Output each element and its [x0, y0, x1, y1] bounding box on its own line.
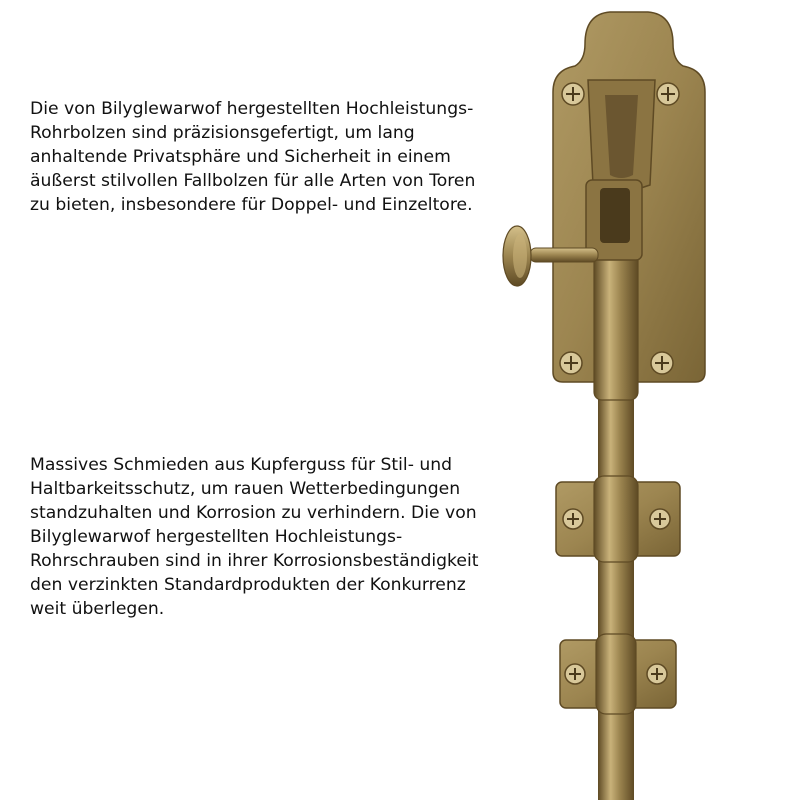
paragraph-line: Die von Bilyglewarwof hergestellten Hochleistungs- — [30, 99, 474, 119]
paragraph-line: äußerst stilvollen Fallbolzen für alle Arten von Toren — [30, 171, 476, 191]
paragraph-line: Haltbarkeitsschutz, um rauen Wetterbedingungen — [30, 479, 461, 499]
guide-bracket — [560, 634, 676, 714]
paragraph-line: standzuhalten und Korrosion zu verhindern. Die von — [30, 503, 477, 523]
intro-paragraph — [30, 97, 540, 217]
paragraph-line: Massives Schmieden aus Kupferguss für Stil- und — [30, 455, 453, 475]
gate-drop-bolt-icon — [480, 0, 800, 800]
paragraph-line: weit überlegen. — [30, 599, 165, 619]
paragraph-line: anhaltende Privatsphäre und Sicherheit in einem — [30, 147, 451, 167]
guide-bracket — [556, 476, 680, 562]
paragraph-line: zu bieten, insbesondere für Doppel- und Einzeltore. — [30, 195, 473, 215]
handle-stem — [530, 248, 598, 262]
material-paragraph — [30, 453, 540, 621]
bolt-barrel — [594, 250, 638, 400]
paragraph-line: Rohrschrauben sind in ihrer Korrosionsbeständigkeit — [30, 551, 479, 571]
paragraph-line: Bilyglewarwof hergestellten Hochleistungs- — [30, 527, 403, 547]
paragraph-line: Rohrbolzen sind präzisionsgefertigt, um lang — [30, 123, 415, 143]
bolt-rod — [598, 380, 634, 800]
paragraph-line: den verzinkten Standardprodukten der Konkurrenz — [30, 575, 466, 595]
